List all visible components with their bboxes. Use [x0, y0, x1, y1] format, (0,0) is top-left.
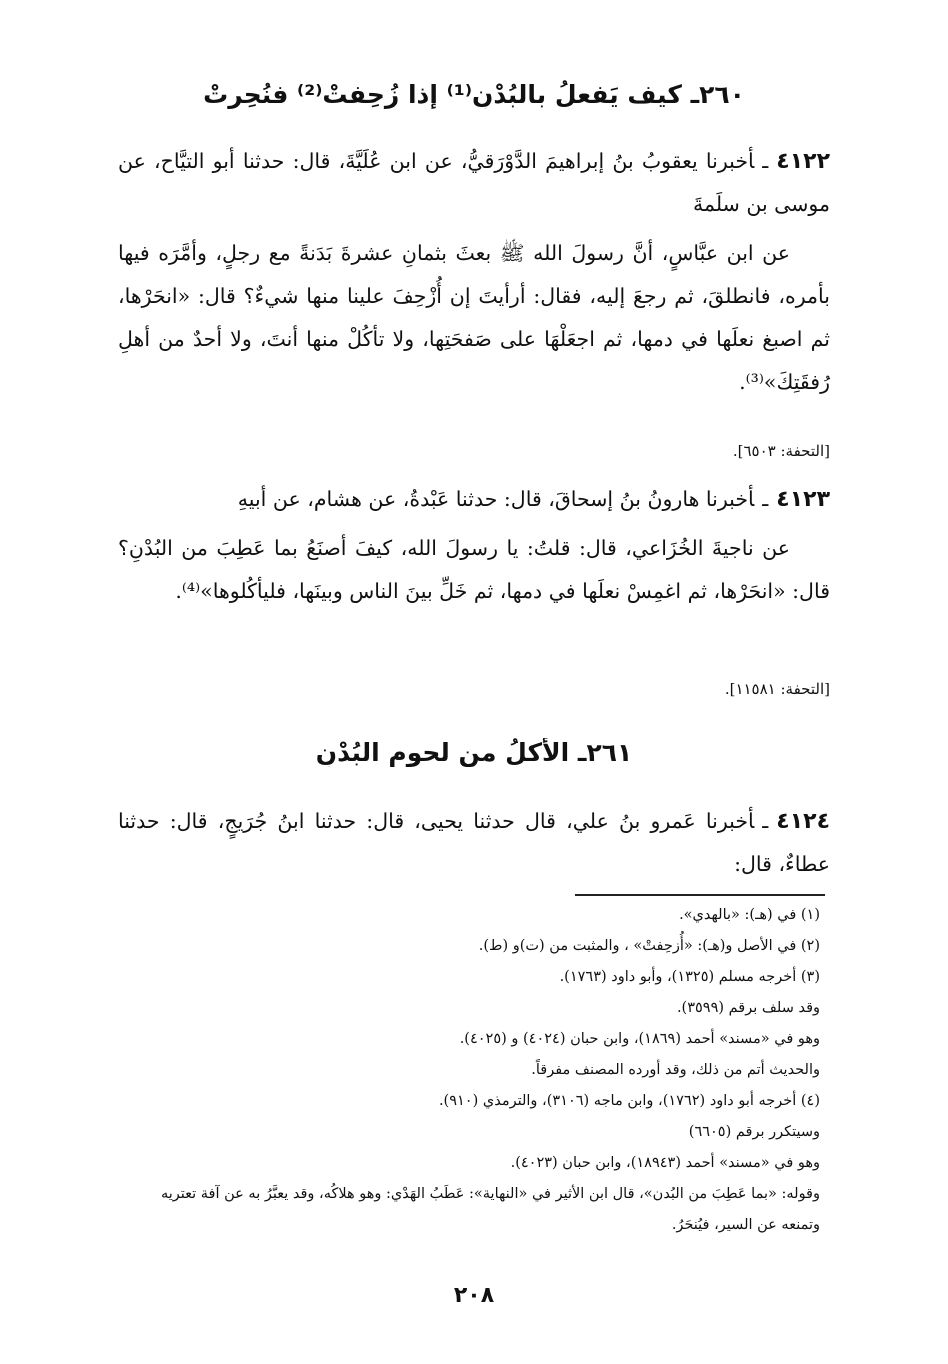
footnote-line: (٣) أخرجه مسلم (١٣٢٥)، وأبو داود (١٧٦٣). — [559, 969, 820, 985]
page-number: ٢٠٨ — [453, 1283, 495, 1308]
hadith-4123 — [118, 478, 830, 613]
footnote-line: وقد سلف برقم (٣٥٩٩). — [676, 1000, 820, 1016]
footnote-line: وهو في «مسند» أحمد (١٨٦٩)، وابن حبان (٤٠٢٤) و (٤٠٢٥). — [459, 1031, 820, 1047]
tuhfa-reference: [التحفة: ١١٥٨١]. — [724, 680, 830, 698]
footnote-line: (٤) أخرجه أبو داود (١٧٦٢)، وابن ماجه (٣١٠٦)، والترمذي (٩١٠). — [438, 1093, 820, 1109]
hadith-separator: ـ — [762, 487, 769, 511]
hadith-separator: ـ — [762, 809, 769, 833]
footnotes — [118, 900, 820, 1241]
hadith-isnad: أخبرنا يعقوبُ بنُ إبراهيمَ الدَّوْرَقيُّ، عن ابن عُلَيَّةَ، قال: حدثنا أبو التيَّاح، عن موسى بن سلَمةَ — [118, 149, 830, 216]
hadith-number: ٤١٢٤ — [776, 809, 830, 834]
tuhfa-reference: [التحفة: ٦٥٠٣]. — [732, 442, 830, 460]
hadith-number: ٤١٢٢ — [776, 149, 830, 174]
hadith-matn: عن ناجيةَ الخُزَاعي، قال: قلتُ: يا رسولَ الله، كيفَ أصنَعُ بما عَطِبَ من البُدْنِ؟ قال: «انحَرْها، ثم اغمِسْ نعلَها في دمها، ثم خَلِّ بينَ الناس وبينَها، فليأكُلوها»⁽⁴⁾. — [118, 536, 830, 603]
footnote-line: وقوله: «بما عَطِبَ من البُدن»، قال ابن الأثير في «النهاية»: عَطَبُ الهَدْي: وهو هلاكُه، وقد يعبَّرُ به عن آفة تعتريه وتمنعه عن السير، فيُنحَرُ. — [160, 1186, 820, 1233]
chapter-heading-261: ٢٦١ـ الأكلُ من لحومِ البُدْنِ — [315, 738, 633, 767]
hadith-4122 — [118, 140, 830, 404]
hadith-separator: ـ — [762, 149, 769, 173]
footnote-line: (١) في (هـ): «بالهدي». — [679, 907, 820, 923]
chapter-heading-260: ٢٦٠ـ كيف يَفعلُ بالبُدْنِ⁽¹⁾ إذا زُحِفتْ⁽²⁾ فنُحِرتْ — [203, 80, 745, 109]
hadith-isnad: أخبرنا عَمرو بنُ علي، قال حدثنا يحيى، قال: حدثنا ابنُ جُرَيجٍ، قال: حدثنا عطاءٌ، قال: — [118, 809, 830, 876]
hadith-number: ٤١٢٣ — [776, 487, 830, 512]
footnote-line: وسيتكرر برقم (٦٦٠٥) — [688, 1124, 820, 1140]
hadith-4124 — [118, 800, 830, 886]
hadith-matn: عن ابن عبَّاسٍ، أنَّ رسولَ الله ﷺ بعثَ بثمانِ عشرةَ بَدَنةً مع رجلٍ، وأمَّرَه فيها بأمره، فانطلقَ، ثم رجعَ إليه، فقال: أرأيتَ إن أُزْحِفَ علينا منها شيءٌ؟ قال: «انحَرْها، ثم اصبغ نعلَها في دمها، ثم اجعَلْهَا على صَفحَتِها، ولا تأكُلْ منها أنتَ، ولا أحدٌ من أهلِ رُفقَتِكَ»⁽³⁾. — [118, 241, 830, 394]
footnote-line: وهو في «مسند» أحمد (١٨٩٤٣)، وابن حبان (٤٠٢٣). — [510, 1155, 820, 1171]
hadith-isnad: أخبرنا هارونُ بنُ إسحاقَ، قال: حدثنا عَبْدةُ، عن هشام، عن أبيهِ — [237, 487, 755, 511]
footnote-line: (٢) في الأصل و(هـ): «أُزحِفتْ» ، والمثبت من (ت)و (ط). — [478, 938, 820, 954]
footnote-line: والحديث أتم من ذلك، وقد أورده المصنف مفرقاً. — [531, 1062, 820, 1078]
footnote-divider — [575, 894, 825, 896]
